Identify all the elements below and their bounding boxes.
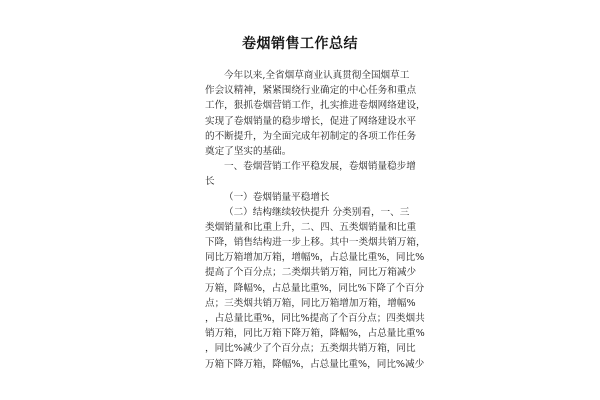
paragraph-line: 今年以来,全省烟草商业认真贯彻全国烟草工 xyxy=(224,70,410,81)
paragraph-line: 同比万箱增加万箱，增幅%，占总量比重%，同比% xyxy=(205,252,425,264)
subsection-heading: （二）结构继续较快提升 分类别看，一、三 xyxy=(224,206,410,218)
paragraph-line: 的不断提升，为全面完成年初制定的各项工作任务 xyxy=(205,130,417,142)
paragraph-line: 作会议精神，紧紧围绕行业确定的中心任务和重点 xyxy=(205,85,417,97)
paragraph-line: ，同比%减少了个百分点；五类烟共销万箱，同比 xyxy=(205,343,416,355)
paragraph-line: 工作，狠抓卷烟营销工作，扎实推进卷烟网络建设， xyxy=(205,100,426,112)
paragraph-line: 类烟销量和比重上升，二、四、五类烟销量和比重 xyxy=(205,221,417,233)
paragraph-line: 销万箱，同比万箱下降万箱，降幅%，占总量比重% xyxy=(205,328,425,340)
paragraph-line: 实现了卷烟销量的稳步增长，促进了网络建设水平 xyxy=(205,115,417,127)
paragraph-line: 点；三类烟共销万箱，同比万箱增加万箱，增幅% xyxy=(205,297,416,309)
paragraph-line: 万箱下降万箱，降幅%，占总量比重%，同比%减少 xyxy=(205,358,425,370)
section-heading-continued: 长 xyxy=(205,176,215,188)
paragraph-line: ，占总量比重%，同比%提高了个百分点；四类烟共 xyxy=(205,313,425,324)
paragraph-line: 奠定了坚实的基础。 xyxy=(205,145,292,157)
subsection-heading: （一）卷烟销量平稳增长 xyxy=(224,191,330,203)
section-heading: 一、卷烟营销工作平稳发展，卷烟销量稳步增 xyxy=(224,161,416,173)
paragraph-line: 万箱，降幅%，占总量比重%，同比%下降了个百分 xyxy=(205,282,425,294)
document-body xyxy=(205,68,426,372)
paragraph-line: 下降，销售结构进一步上移。其中一类烟共销万箱， xyxy=(205,237,426,249)
paragraph-line: 提高了个百分点；二类烟共销万箱，同比万箱减少 xyxy=(205,267,417,279)
document-title: 卷烟销售工作总结 xyxy=(242,36,358,52)
